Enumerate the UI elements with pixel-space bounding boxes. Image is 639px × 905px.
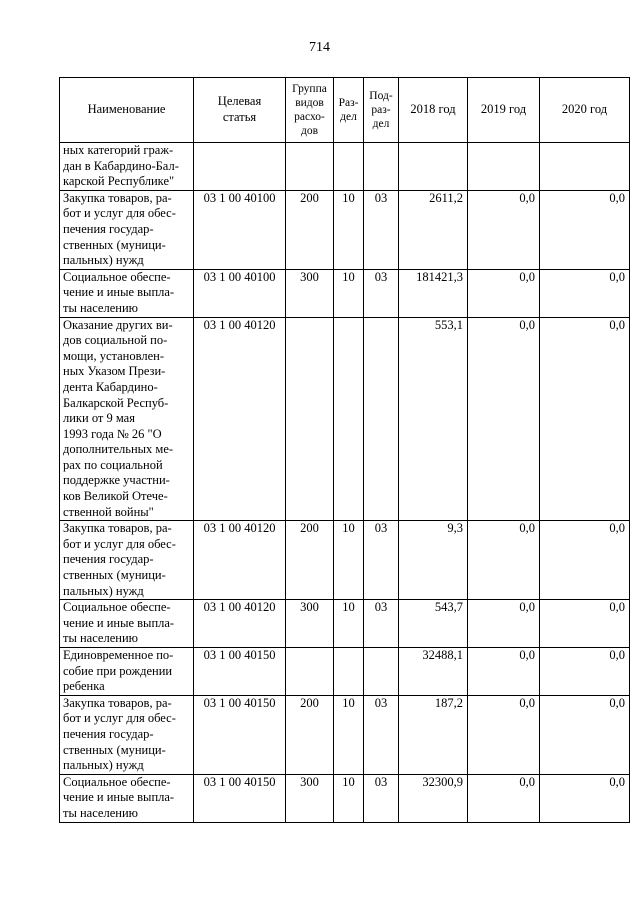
cell-2018: 9,3 xyxy=(399,521,468,600)
cell-2019: 0,0 xyxy=(468,190,540,269)
cell-2018: 181421,3 xyxy=(399,269,468,317)
cell-section xyxy=(334,648,364,696)
cell-2019: 0,0 xyxy=(468,648,540,696)
cell-2020: 0,0 xyxy=(540,521,630,600)
cell-2020: 0,0 xyxy=(540,269,630,317)
cell-2020: 0,0 xyxy=(540,774,630,822)
cell-target: 03 1 00 40120 xyxy=(194,521,286,600)
table-header-row xyxy=(60,78,630,143)
cell-section: 10 xyxy=(334,774,364,822)
header-section: Раз- дел xyxy=(334,78,364,143)
cell-section: 10 xyxy=(334,269,364,317)
table-row xyxy=(60,143,630,191)
cell-name: Социальное обеспе- чение и иные выпла- ты населению xyxy=(60,600,194,648)
cell-subsection: 03 xyxy=(364,774,399,822)
table-row xyxy=(60,695,630,774)
cell-name: Закупка товаров, ра- бот и услуг для обес- печения государ- ственных (муници- пальных) нужд xyxy=(60,190,194,269)
cell-name: Социальное обеспе- чение и иные выпла- ты населению xyxy=(60,269,194,317)
cell-group xyxy=(286,143,334,191)
header-name: Наименование xyxy=(60,78,194,143)
header-2020: 2020 год xyxy=(540,78,630,143)
cell-2020: 0,0 xyxy=(540,695,630,774)
cell-2019: 0,0 xyxy=(468,521,540,600)
cell-target: 03 1 00 40150 xyxy=(194,774,286,822)
cell-target: 03 1 00 40150 xyxy=(194,648,286,696)
cell-2018: 553,1 xyxy=(399,317,468,521)
cell-section: 10 xyxy=(334,190,364,269)
cell-subsection xyxy=(364,648,399,696)
cell-2019 xyxy=(468,143,540,191)
cell-name: Единовременное по- собие при рождении ребенка xyxy=(60,648,194,696)
cell-2020: 0,0 xyxy=(540,190,630,269)
cell-group: 200 xyxy=(286,521,334,600)
cell-2019: 0,0 xyxy=(468,695,540,774)
cell-2018: 187,2 xyxy=(399,695,468,774)
table-row xyxy=(60,648,630,696)
header-2018: 2018 год xyxy=(399,78,468,143)
table-row xyxy=(60,774,630,822)
cell-section xyxy=(334,143,364,191)
cell-section xyxy=(334,317,364,521)
cell-target: 03 1 00 40120 xyxy=(194,317,286,521)
cell-2018: 2611,2 xyxy=(399,190,468,269)
cell-2018: 32488,1 xyxy=(399,648,468,696)
cell-subsection: 03 xyxy=(364,269,399,317)
table-row xyxy=(60,269,630,317)
page-number: 714 xyxy=(309,40,330,55)
cell-group: 200 xyxy=(286,695,334,774)
cell-name: ных категорий граж- дан в Кабардино-Бал- карской Республике" xyxy=(60,143,194,191)
cell-target xyxy=(194,143,286,191)
cell-section: 10 xyxy=(334,521,364,600)
budget-table xyxy=(59,77,630,823)
header-subsection: Под- раз- дел xyxy=(364,78,399,143)
header-2019: 2019 год xyxy=(468,78,540,143)
cell-2019: 0,0 xyxy=(468,774,540,822)
cell-2018: 32300,9 xyxy=(399,774,468,822)
cell-name: Оказание других ви- дов социальной по- мощи, установлен- ных Указом Прези- дента Кабардино- Балкарской Респуб- лики от 9 мая 1993 года № 26 "О дополнительных ме- рах по социальной поддержке участни- ков Великой Отече- ственной войны" xyxy=(60,317,194,521)
cell-group: 200 xyxy=(286,190,334,269)
cell-2018 xyxy=(399,143,468,191)
cell-target: 03 1 00 40100 xyxy=(194,190,286,269)
cell-2019: 0,0 xyxy=(468,269,540,317)
cell-subsection: 03 xyxy=(364,600,399,648)
cell-group: 300 xyxy=(286,774,334,822)
cell-subsection xyxy=(364,143,399,191)
table-row xyxy=(60,600,630,648)
cell-section: 10 xyxy=(334,695,364,774)
cell-group: 300 xyxy=(286,269,334,317)
cell-group: 300 xyxy=(286,600,334,648)
cell-subsection xyxy=(364,317,399,521)
header-target: Целевая статья xyxy=(194,78,286,143)
cell-name: Закупка товаров, ра- бот и услуг для обес- печения государ- ственных (муници- пальных) нужд xyxy=(60,521,194,600)
cell-2020: 0,0 xyxy=(540,600,630,648)
cell-target: 03 1 00 40150 xyxy=(194,695,286,774)
table-row xyxy=(60,317,630,521)
cell-name: Закупка товаров, ра- бот и услуг для обес- печения государ- ственных (муници- пальных) нужд xyxy=(60,695,194,774)
table-row xyxy=(60,521,630,600)
cell-2019: 0,0 xyxy=(468,600,540,648)
cell-2020 xyxy=(540,143,630,191)
cell-group xyxy=(286,648,334,696)
cell-2020: 0,0 xyxy=(540,317,630,521)
header-group: Группа видов расхо- дов xyxy=(286,78,334,143)
cell-2020: 0,0 xyxy=(540,648,630,696)
cell-subsection: 03 xyxy=(364,190,399,269)
cell-target: 03 1 00 40100 xyxy=(194,269,286,317)
cell-2018: 543,7 xyxy=(399,600,468,648)
cell-group xyxy=(286,317,334,521)
cell-2019: 0,0 xyxy=(468,317,540,521)
cell-subsection: 03 xyxy=(364,695,399,774)
cell-section: 10 xyxy=(334,600,364,648)
cell-target: 03 1 00 40120 xyxy=(194,600,286,648)
cell-name: Социальное обеспе- чение и иные выпла- ты населению xyxy=(60,774,194,822)
cell-subsection: 03 xyxy=(364,521,399,600)
table-row xyxy=(60,190,630,269)
